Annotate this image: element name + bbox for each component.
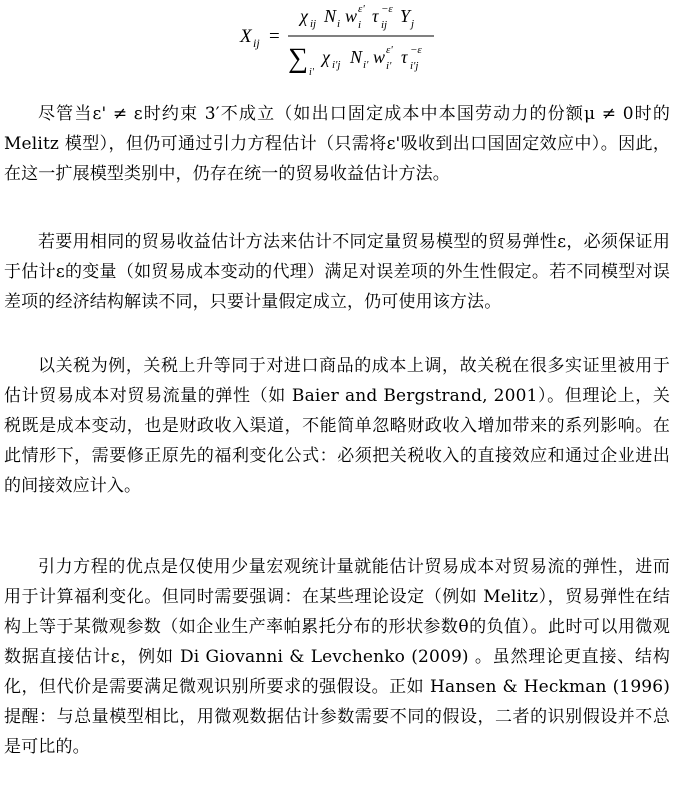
gravity-equation-svg: [0, 0, 675, 80]
den-N-sub: i': [363, 59, 369, 71]
den-tau: τ: [401, 47, 408, 67]
num-tau-sub: ij: [381, 19, 388, 31]
equals-sign: =: [269, 26, 280, 47]
lhs-subscript: ij: [253, 36, 260, 50]
num-tau-sup: −ε: [381, 3, 393, 15]
den-w-sup: ε': [386, 44, 393, 56]
den-tau-sub: i'j: [410, 60, 419, 72]
paragraph-4: 引力方程的优点是仅使用少量宏观统计量就能估计贸易成本对贸易流的弹性，进而用于计算福利变化。但同时需要强调：在某些理论设定（例如 Melitz），贸易弹性在结构上等于某微观参数（如企业生产率帕累托分布的形状参数θ的负值）。此时可以用微观数据直接估计ε，例如 Di Giovanni & Levchenko (2009) 。虽然理论更直接、结构化，但代价是需要满足微观识别所要求的强假设。正如 Hansen & Heckman (1996) 提醒：与总量模型相比，用微观数据估计参数需要不同的假设，二者的识别假设并不总是可比的。: [4, 557, 670, 757]
paragraph-1: 尽管当ε' ≠ ε时约束 3′不成立（如出口固定成本中本国劳动力的份额μ ≠ 0时的 Melitz 模型），但仍可通过引力方程估计（只需将ε'吸收到出口国固定效应中）。因此，在这一扩展模型类别中，仍存在统一的贸易收益估计方法。: [4, 104, 670, 184]
den-sum-sub: i': [309, 67, 314, 78]
gravity-equation: [0, 0, 675, 80]
den-chi-sub: i'j: [332, 59, 341, 71]
den-N: N: [350, 47, 363, 67]
den-w: w: [373, 47, 386, 67]
lhs-symbol: X: [240, 26, 252, 47]
paragraph-2: 若要用相同的贸易收益估计方法来估计不同定量贸易模型的贸易弹性ε，必须保证用于估计ε的变量（如贸易成本变动的代理）满足对误差项的外生性假定。若不同模型对误差项的经济结构解读不同，只要计量假定成立，仍可使用该方法。: [4, 232, 670, 312]
den-tau-sup: −ε: [410, 44, 422, 56]
num-chi-sub: ij: [310, 18, 317, 30]
den-chi: χ: [322, 47, 330, 67]
num-N-sub: i: [337, 18, 341, 30]
den-w-sub: i': [386, 60, 392, 72]
den-sum: ∑: [288, 43, 308, 74]
num-chi: χ: [300, 6, 308, 26]
num-w-sup: ε': [358, 3, 365, 15]
num-w-sub: i: [358, 19, 362, 31]
num-N: N: [324, 6, 337, 26]
paragraph-3: 以关税为例，关税上升等同于对进口商品的成本上调，故关税在很多实证里被用于估计贸易成本对贸易流量的弹性（如 Baier and Bergstrand, 2001）。但理论上，关税既是成本变动，也是财政收入渠道，不能简单忽略财政收入增加带来的系列影响。在此情形下，需要修正原先的福利变化公式：必须把关税收入的直接效应和通过企业进出的间接效应计入。: [4, 356, 670, 496]
num-tau: τ: [372, 6, 379, 26]
num-Y: Y: [400, 6, 411, 26]
num-Y-sub: j: [411, 18, 415, 30]
num-w: w: [345, 6, 358, 26]
